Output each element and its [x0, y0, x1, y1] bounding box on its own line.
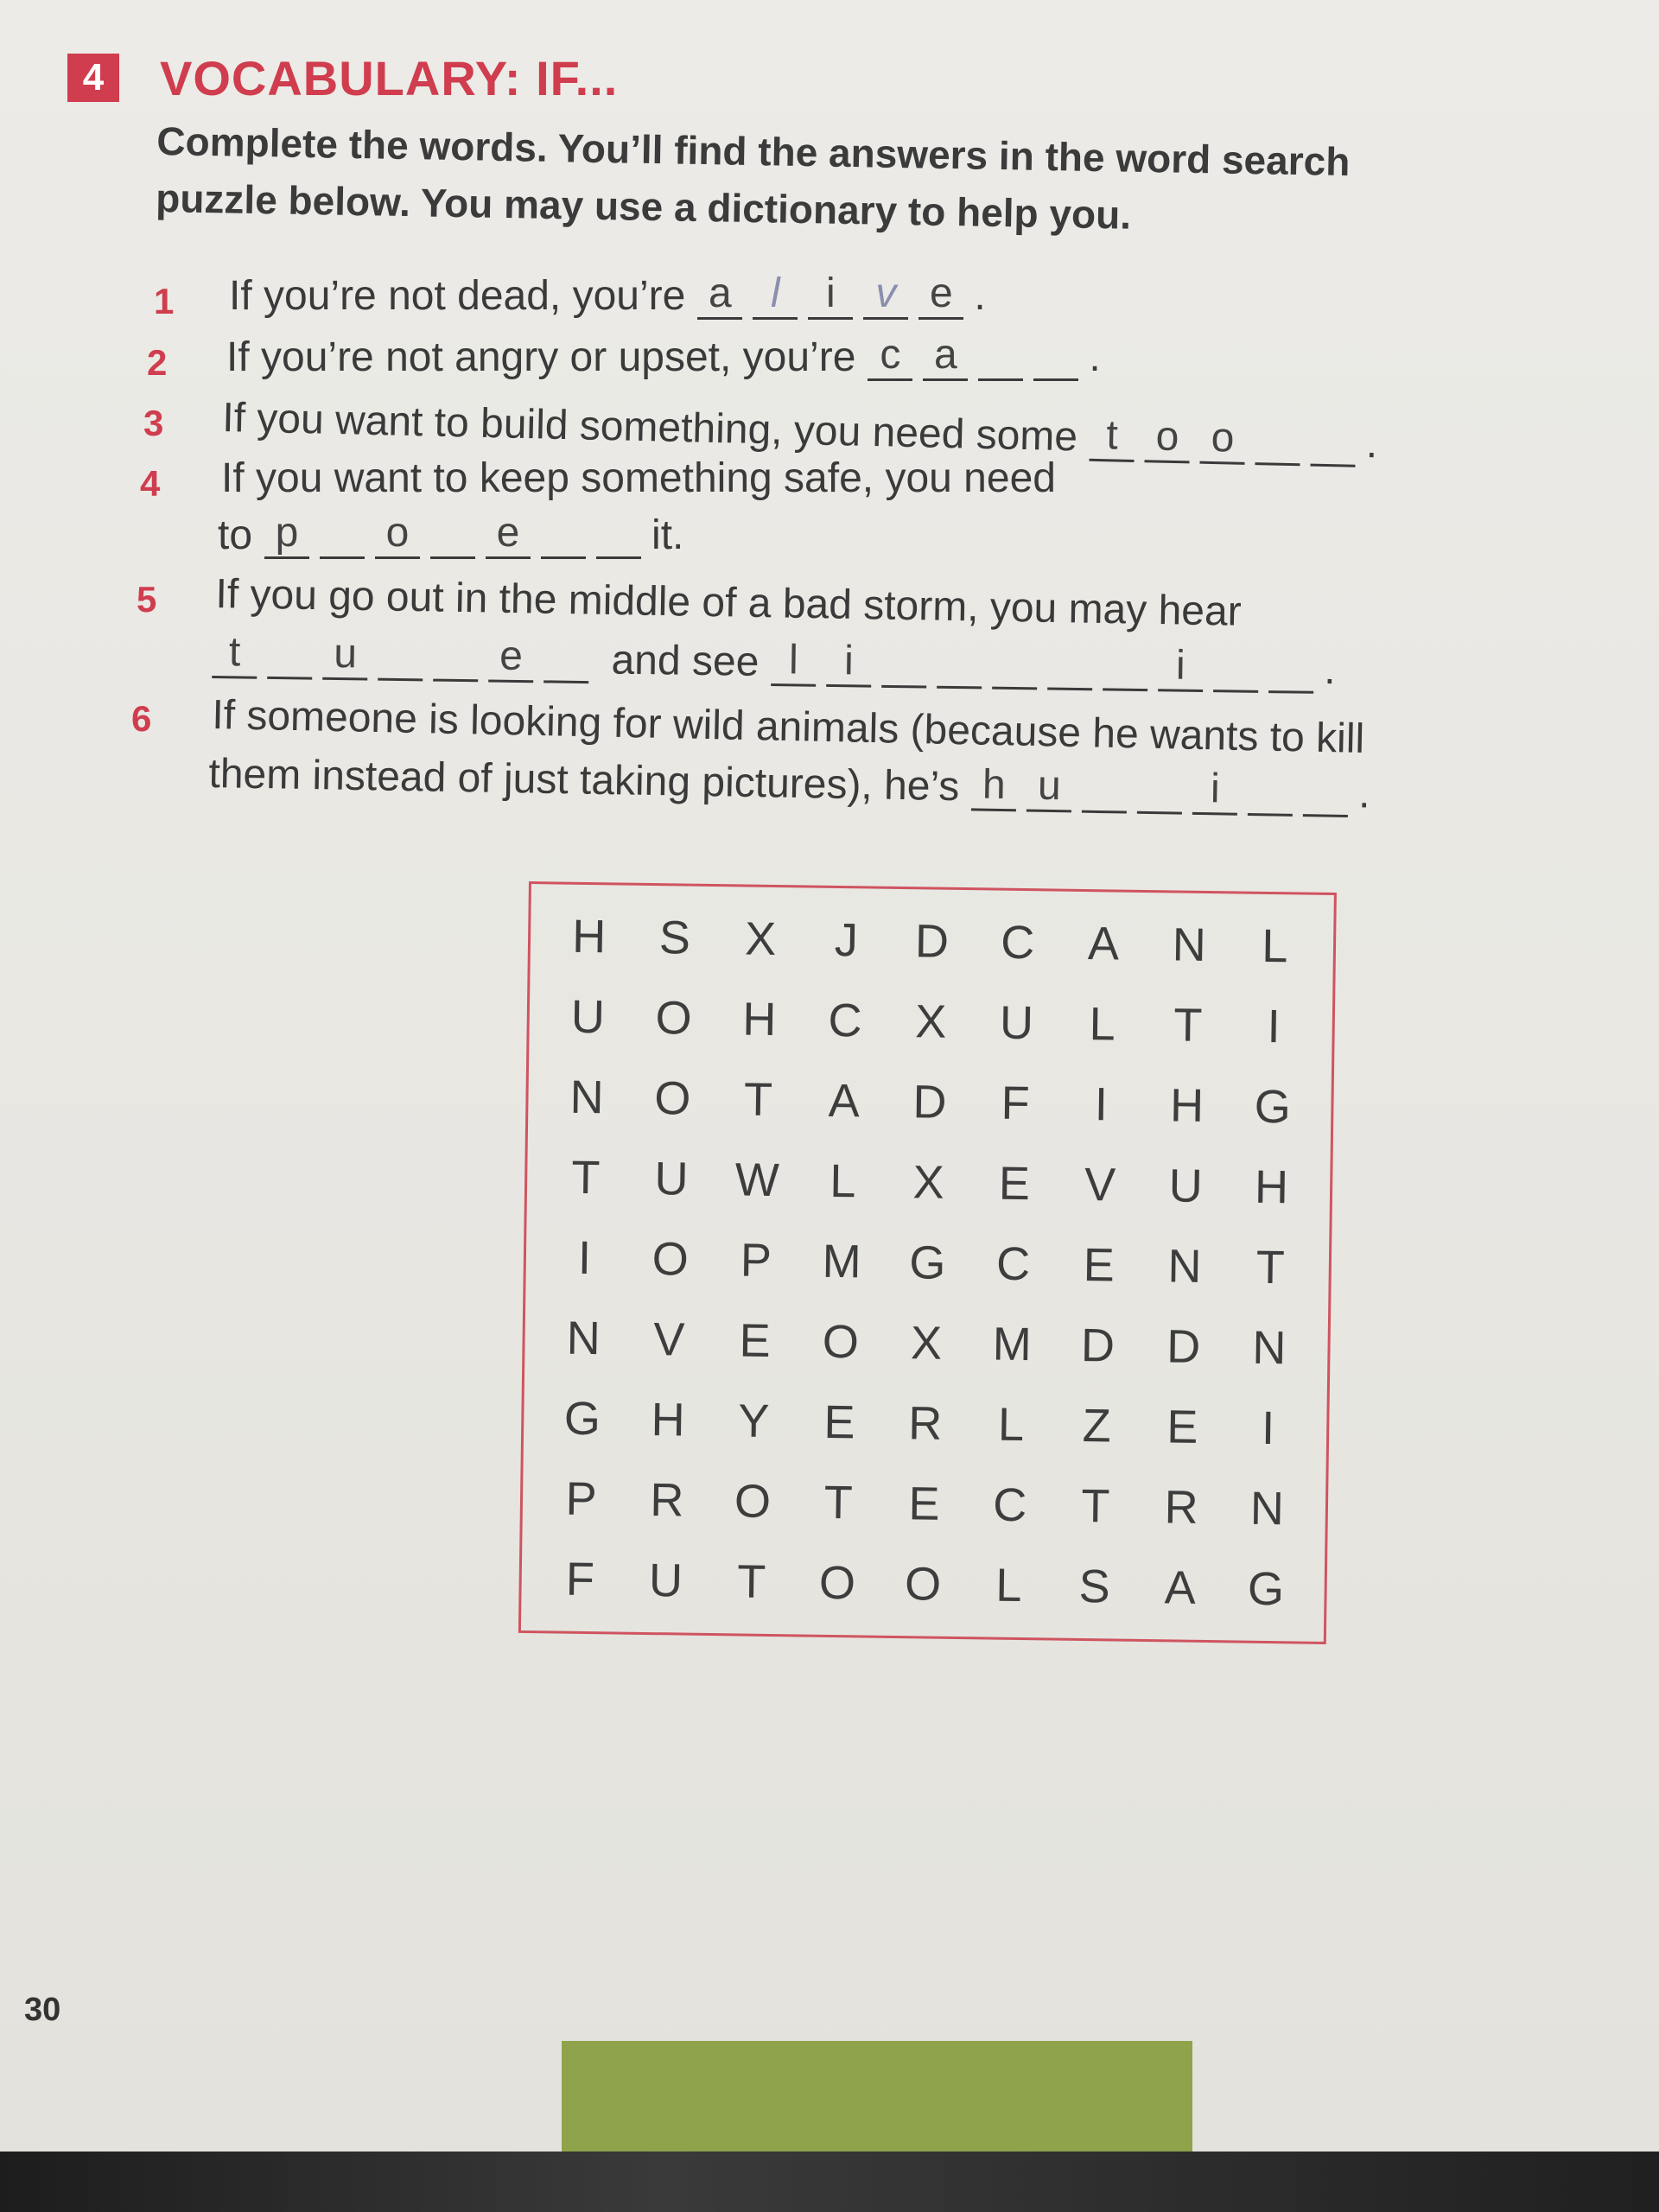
item-prompt: If someone is looking for wild animals (because he wants to kill — [211, 691, 1365, 762]
item-5-line-2 — [212, 631, 1336, 694]
answer-letter-blank[interactable] — [992, 642, 1038, 690]
answer-letter-blank[interactable] — [320, 512, 365, 559]
item-6-line-2 — [208, 750, 1370, 817]
word-search-letter[interactable]: T — [1255, 1241, 1286, 1294]
word-search-letter[interactable]: A — [1087, 918, 1120, 970]
answer-letter-blank[interactable] — [1248, 768, 1294, 817]
word-search-letter[interactable]: I — [1261, 1402, 1275, 1454]
word-search-letter[interactable]: T — [1080, 1479, 1110, 1533]
word-search-letter[interactable]: G — [908, 1236, 946, 1289]
answer-letter-blank[interactable] — [430, 512, 475, 559]
item-4 — [221, 454, 1056, 502]
item-number: 1 — [154, 281, 175, 321]
word-search-letter[interactable]: O — [652, 1233, 690, 1286]
answer-letter-blank[interactable] — [378, 633, 423, 682]
word-search-letter[interactable]: X — [914, 995, 947, 1049]
instructions — [156, 112, 1557, 251]
word-search-letter[interactable]: G — [563, 1392, 601, 1445]
word-search-letter[interactable]: I — [577, 1231, 592, 1285]
word-search-letter[interactable]: R — [907, 1396, 943, 1450]
item-prompt: If you go out in the middle of a bad storm, you may hear — [215, 570, 1243, 635]
answer-letter-blank[interactable] — [596, 512, 641, 559]
answer-letter-blank[interactable] — [1268, 645, 1314, 694]
answer-letter-blank[interactable] — [541, 512, 586, 559]
word-search-letter[interactable]: O — [904, 1557, 942, 1611]
answer-letter-blank[interactable]: i — [1192, 767, 1238, 816]
item-2 — [226, 334, 1101, 381]
word-search-letter[interactable]: N — [1172, 918, 1207, 972]
item-number: 4 — [140, 463, 161, 504]
item-5 — [215, 570, 1242, 636]
word-search-letter[interactable]: A — [1164, 1560, 1197, 1614]
answer-letter-blank[interactable]: o — [1144, 415, 1190, 463]
word-search-letter[interactable]: P — [565, 1472, 598, 1525]
answer-letter-blank[interactable]: o — [375, 512, 420, 559]
word-search-letter[interactable]: U — [570, 991, 606, 1044]
word-search-letter[interactable]: L — [995, 1559, 1022, 1611]
item-end: . — [1365, 421, 1378, 467]
answer-letter-blank[interactable] — [267, 632, 313, 680]
answer-letter-blank[interactable] — [1255, 417, 1300, 466]
word-search-letter[interactable]: L — [997, 1398, 1025, 1451]
answer-letter-blank[interactable]: l — [771, 639, 817, 687]
word-search-letter[interactable]: E — [1166, 1401, 1198, 1453]
item-4-line-2 — [218, 512, 683, 559]
word-search-letter[interactable]: Y — [737, 1395, 770, 1447]
word-search-letter[interactable]: O — [655, 992, 693, 1045]
word-search-letter[interactable]: W — [734, 1154, 780, 1207]
answer-letter-blank[interactable]: i — [808, 272, 853, 320]
word-search-letter[interactable]: V — [653, 1313, 685, 1366]
answer-letter-blank[interactable]: t — [212, 631, 257, 679]
answer-blanks[interactable] — [971, 763, 1359, 817]
item-number: 3 — [143, 403, 164, 443]
answer-letter-blank[interactable]: e — [488, 634, 534, 683]
answer-letter-blank[interactable]: t — [1089, 414, 1135, 462]
answer-letter-blank[interactable]: i — [1158, 644, 1204, 692]
word-search-letter[interactable]: D — [912, 1076, 947, 1128]
word-search-letter[interactable]: Z — [1082, 1399, 1112, 1452]
word-search-letter[interactable]: G — [1254, 1080, 1292, 1134]
answer-blanks-lightning[interactable] — [771, 639, 1325, 694]
answer-letter-blank[interactable] — [937, 641, 982, 690]
word-search-letter[interactable]: G — [1247, 1562, 1285, 1615]
item-prompt: If you’re not dead, you’re — [229, 273, 686, 319]
answer-letter-blank[interactable] — [1137, 766, 1183, 815]
item-prefix: to — [218, 512, 253, 558]
answer-letter-blank[interactable]: h — [971, 763, 1017, 811]
answer-letter-blank[interactable] — [1303, 769, 1349, 817]
item-1 — [229, 272, 986, 320]
word-search-letter[interactable]: T — [823, 1476, 854, 1529]
answer-letter-blank[interactable]: a — [697, 272, 742, 320]
exercise-title: VOCABULARY: IF... — [160, 51, 619, 105]
word-search-letter[interactable]: D — [1080, 1319, 1116, 1372]
item-number: 6 — [131, 698, 152, 739]
answer-letter-blank[interactable]: i — [826, 639, 872, 688]
word-search-letter[interactable]: E — [739, 1314, 772, 1367]
table-surface-edge — [0, 2152, 1659, 2212]
word-search-letter[interactable]: S — [658, 912, 691, 965]
word-search-letter[interactable]: H — [1254, 1160, 1289, 1214]
answer-letter-blank[interactable] — [1213, 645, 1259, 693]
answer-letter-blank[interactable]: e — [486, 512, 531, 559]
word-search-letter[interactable]: U — [654, 1153, 689, 1205]
word-search-letter[interactable]: A — [828, 1075, 861, 1128]
word-search-letter[interactable]: D — [1166, 1320, 1201, 1373]
word-search-letter[interactable]: T — [1173, 999, 1203, 1052]
answer-blanks[interactable] — [697, 272, 974, 320]
word-search-letter[interactable]: X — [744, 912, 777, 966]
item-end: it. — [652, 512, 684, 558]
item-prompt: If you want to keep something safe, you need — [221, 455, 1056, 501]
item-end: . — [1323, 646, 1337, 694]
word-search-letter[interactable]: C — [992, 1478, 1027, 1531]
word-search-letter[interactable]: N — [566, 1312, 601, 1365]
answer-letter-blank[interactable] — [1033, 334, 1078, 381]
word-search-letter[interactable]: C — [1000, 917, 1035, 969]
word-search-letter[interactable]: E — [998, 1157, 1031, 1211]
word-search-letter[interactable]: N — [569, 1071, 605, 1124]
item-middle: and see — [611, 637, 760, 685]
answer-letter-blank[interactable]: u — [322, 632, 368, 681]
answer-letter-blank[interactable]: l — [753, 272, 798, 320]
item-number: 2 — [147, 342, 168, 383]
word-search-letter[interactable]: N — [1249, 1482, 1285, 1535]
page-number: 30 — [24, 1992, 61, 2028]
word-search-letter[interactable]: E — [1083, 1238, 1116, 1292]
word-search-letter[interactable]: R — [1164, 1481, 1199, 1534]
word-search-letter[interactable]: P — [740, 1234, 772, 1287]
word-search-letter[interactable]: E — [823, 1395, 855, 1449]
answer-letter-blank[interactable]: a — [923, 334, 968, 381]
word-search-letter[interactable]: T — [743, 1073, 773, 1127]
word-search-letter[interactable]: R — [649, 1473, 684, 1527]
word-search-letter[interactable]: N — [1252, 1321, 1287, 1375]
answer-blanks-thunder[interactable] — [212, 631, 600, 683]
word-search-letter[interactable]: H — [1169, 1079, 1205, 1133]
word-search-letter[interactable]: L — [1089, 998, 1116, 1051]
answer-letter-blank[interactable]: e — [918, 272, 963, 320]
word-search-letter[interactable]: I — [1267, 1001, 1281, 1053]
word-search-letter[interactable]: X — [912, 1156, 945, 1209]
word-search-letter[interactable]: F — [1001, 1077, 1031, 1130]
answer-letter-blank[interactable]: c — [868, 334, 912, 381]
word-search-letter[interactable]: L — [830, 1154, 856, 1208]
answer-letter-blank[interactable] — [543, 635, 589, 683]
answer-letter-blank[interactable] — [433, 634, 479, 683]
item-6 — [212, 691, 1365, 763]
word-search-letter[interactable]: D — [914, 915, 950, 969]
answer-letter-blank[interactable] — [1103, 643, 1148, 691]
word-search-letter[interactable]: O — [653, 1072, 691, 1125]
item-end: . — [1357, 771, 1371, 817]
word-search-letter[interactable]: O — [822, 1315, 860, 1369]
answer-blanks[interactable] — [868, 334, 1089, 381]
word-search-letter[interactable]: S — [1078, 1560, 1111, 1613]
word-search-letter[interactable]: H — [651, 1393, 686, 1446]
word-search-letter[interactable]: X — [910, 1317, 943, 1370]
answer-blanks[interactable] — [1089, 414, 1366, 467]
word-search-letter[interactable]: J — [834, 914, 859, 967]
answer-letter-blank[interactable]: u — [1027, 765, 1072, 813]
word-search-grid — [518, 881, 1337, 1644]
answer-letter-blank[interactable] — [978, 334, 1023, 381]
word-search-letter[interactable]: N — [1167, 1240, 1202, 1293]
word-search-letter[interactable]: U — [648, 1554, 683, 1607]
word-search-letter[interactable]: O — [818, 1556, 856, 1609]
item-prompt: If you want to build something, you need some — [221, 394, 1078, 461]
word-search-letter[interactable]: C — [828, 995, 862, 1047]
item-end: . — [974, 273, 986, 319]
answer-letter-blank[interactable] — [1047, 642, 1093, 690]
word-search-letter[interactable]: F — [565, 1553, 595, 1605]
answer-blanks[interactable] — [264, 512, 652, 559]
word-search-letter[interactable]: M — [992, 1318, 1033, 1371]
answer-letter-blank[interactable]: o — [1199, 416, 1245, 465]
instructions-line-1: Complete the words. You’ll find the answers in the word search — [156, 118, 1351, 185]
word-search-letter[interactable]: O — [734, 1475, 772, 1528]
answer-letter-blank[interactable] — [1310, 419, 1356, 467]
word-search-letter[interactable]: H — [571, 911, 607, 963]
item-end: . — [1089, 334, 1101, 380]
answer-letter-blank[interactable]: p — [264, 512, 309, 559]
word-search-letter[interactable]: H — [741, 993, 777, 1046]
instructions-line-2: puzzle below. You may use a dictionary to help you. — [155, 175, 1132, 238]
word-search-letter[interactable]: M — [822, 1235, 862, 1288]
word-search-letter[interactable]: T — [736, 1554, 766, 1608]
word-search-letter[interactable]: L — [1261, 920, 1288, 973]
word-search-letter[interactable]: I — [1094, 1078, 1109, 1131]
word-search-letter[interactable]: U — [1168, 1160, 1204, 1213]
item-prompt: If you’re not angry or upset, you’re — [226, 334, 856, 380]
exercise-number-badge: 4 — [67, 54, 119, 102]
item-number: 5 — [137, 579, 157, 620]
word-search-letter[interactable]: U — [999, 996, 1034, 1050]
answer-letter-blank[interactable] — [1082, 766, 1128, 814]
word-search-letter[interactable]: E — [908, 1477, 940, 1530]
item-line-2: them instead of just taking pictures), he’s — [208, 750, 960, 810]
answer-letter-blank[interactable]: v — [863, 272, 908, 320]
word-search-letter[interactable]: V — [1084, 1159, 1116, 1211]
word-search-letter[interactable]: T — [570, 1151, 601, 1205]
answer-letter-blank[interactable] — [881, 640, 927, 689]
word-search-letter[interactable]: C — [995, 1237, 1031, 1291]
